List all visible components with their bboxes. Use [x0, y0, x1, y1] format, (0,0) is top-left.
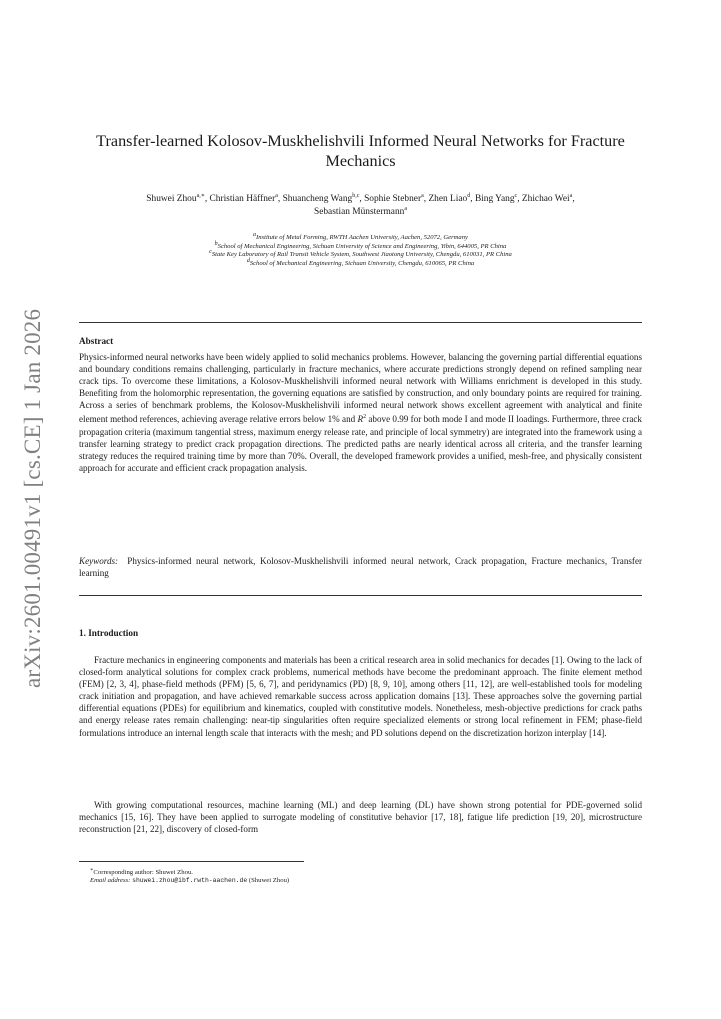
abstract-text: Physics-informed neural networks have been widely applied to solid mechanics problems. However, balancing the governing partial differential equations and boundary conditions remains challenging, particularly in fracture mechanics, where accurate predictions strongly depend on refined sampling near crack tips. To overcome these limitations, a Kolosov-Muskhelishvili informed neural network with Williams enrichment is developed in this study. Benefiting from the holomorphic representation, the governing equations are satisfied by construction, and only boundary points are required for training. Across a series of benchmark problems, the Kolosov-Muskhelishvili informed neural network shows excellent agreement with analytical and finite element method references, achieving average relative errors below 1% and $R^2$ above 0.99 for both mode I and mode II loadings. Furthermore, three crack propagation criteria (maximum tangential stress, maximum energy release rate, and principle of local symmetry) are integrated into the framework using a transfer learning strategy to predict crack propagation directions. The predicted paths are nearly identical across all criteria, and the transfer learning strategy reduces the required training time by more than 70%. Overall, the developed framework provides a unified, mesh-free, and physically consistent approach for accurate and efficient crack propagation analysis. — [79, 352, 642, 473]
paper-title: Transfer-learned Kolosov-Muskhelishvili Informed Neural Networks for Fracture Mechanics — [96, 132, 625, 170]
author-name: Bing Yang$^c$ — [474, 192, 518, 204]
abstract-bottom-rule — [79, 595, 642, 596]
introduction-paragraph-1: Fracture mechanics in engineering components and materials has been a critical research area in solid mechanics for decades [1]. Owing to the lack of closed-form analytical solutions for complex crack problems, numerical methods have become the predominant approach. The finite element method (FEM) [2, 3, 4], phase-field methods (PFM) [5, 6, 7], and peridynamics (PD) [8, 9, 10], among others [11, 12], are well-established tools for modeling crack initiation and propagation, and have achieved remarkable success across application domains [13]. These approaches solve the governing partial differential equations (PDEs) for equilibrium and kinematics, coupled with constitutive models. Nonetheless, mesh-objective predictions for crack paths and energy release rates remain challenging: near-tip singularities often require specialized elements or strong local refinement in FEM; phase-field formulations introduce an internal length scale that interacts with the mesh; and PD solutions depend on the discretization horizon interplay [14]. — [79, 655, 642, 738]
arxiv-identifier: arXiv:2601.00491v1 [cs.CE] 1 Jan 2026 — [20, 308, 45, 688]
author-name: Shuancheng Wang$^{b,c}$ — [282, 192, 360, 204]
footnote-rule — [79, 861, 304, 862]
author-name: Shuwei Zhou$^{a,∗}$ — [146, 192, 205, 204]
author-name: Christian Häffner$^a$ — [209, 192, 278, 204]
introduction-heading: 1. Introduction — [79, 628, 139, 638]
author-name: Zhichao Wei$^a$ — [521, 192, 573, 204]
author-name: Sophie Stebner$^a$ — [364, 192, 424, 204]
abstract-top-rule — [79, 322, 642, 323]
affiliation-line: $^b$School of Mechanical Engineering, Sichuan University of Science and Engineering, Yibin, 644005, PR China — [214, 240, 507, 250]
email-address: shuwei.zhou@ibf.rwth-aachen.de — [132, 877, 248, 884]
keywords-label: Keywords: — [79, 556, 119, 566]
author-list: Shuwei Zhou$^{a,∗}$, Christian Häffner$^a$, Shuancheng Wang$^{b,c}$, Sophie Stebner$^a$, Zhen Liao$^d$, Bing Yang$^c$, Zhichao Wei$^a$, Sebastian Münstermann$^a$ — [146, 192, 575, 217]
affiliation-line: $^a$Institute of Metal Forming, RWTH Aachen University, Aachen, 52072, Germany — [253, 231, 468, 241]
author-name: Zhen Liao$^d$ — [428, 192, 471, 204]
keywords — [79, 555, 642, 579]
abstract-heading: Abstract — [79, 336, 114, 346]
affiliation-line: $^d$School of Mechanical Engineering, Sichuan University, Chengdu, 610065, PR China — [246, 257, 475, 267]
affiliation-line: $^c$State Key Laboratory of Rail Transit Vehicle System, Southwest Jiaotong University, Chengdu, 610031, PR China — [209, 249, 512, 259]
footnote-corresponding: ∗Corresponding author: Shuwei Zhou. — [90, 868, 193, 877]
author-name: Sebastian Münstermann$^a$ — [313, 205, 408, 217]
affiliation-list — [80, 231, 641, 268]
footnote-email: Email address: shuwei.zhou@ibf.rwth-aachen.de (Shuwei Zhou) — [90, 877, 290, 884]
introduction-paragraph-2: With growing computational resources, machine learning (ML) and deep learning (DL) have shown strong potential for PDE-governed solid mechanics [15, 16]. They have been applied to surrogate modeling of constitutive behavior [17, 18], fatigue life prediction [19, 20], microstructure reconstruction [21, 22], discovery of closed-form — [79, 800, 642, 835]
keywords-text: Physics-informed neural network, Kolosov-Muskhelishvili informed neural network, Crack propagation, Fracture mechanics, Transfer learning — [79, 556, 643, 579]
